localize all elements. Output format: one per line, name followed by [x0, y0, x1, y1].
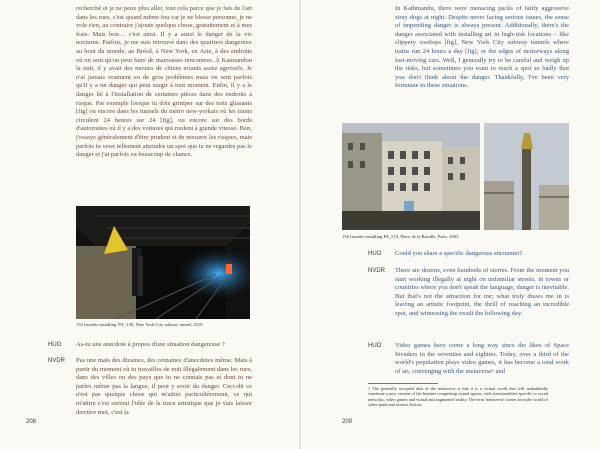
- right-question2-speaker: HUO: [368, 343, 382, 349]
- left-answer-speaker: NVDR: [48, 358, 66, 364]
- right-photo-caption: 156 Invader installing PA_510, Place de la Bastille, Paris, 2003: [342, 234, 459, 239]
- left-question-speaker: HUO: [48, 342, 62, 348]
- footnote: 1 The generally accepted idea of the metaverse is that it is a virtual world that will undoubtedly constitute a new version of the Internet comprising virtual spaces, with functionalities specific to social networks, video games and virtual and augmented reality. The term 'metaverse' comes from the world of cyber-punk and science fiction.: [368, 386, 548, 408]
- paris-building-photo: [342, 123, 480, 230]
- right-question: Could you share a specific dangerous encounter?: [395, 250, 523, 257]
- bastille-column-photo: [484, 123, 569, 230]
- right-page-number: 209: [342, 419, 353, 425]
- left-photo-caption: 155 Invader installing NY_139, New York City subway tunnel, 2018: [76, 322, 203, 327]
- left-page-number: 208: [26, 419, 37, 425]
- left-answer: Pas une mais des dizaines, des centaines d'anecdotes même. Mais à partir du moment où tu travailles de nuit illégalement dans les rues, dans des villes ou des pays que tu ne connais pas et dont tu ne parles même pas la langue, il peut y avoir du danger. Ceci-dit ce n'est pas quelque chose qui m'attire particulièrement, ce qui m'attire c'est surtout l'idée de la trace artistique que je vais laisser derrière moi, c'est la: [76, 357, 252, 416]
- right-question-speaker: HUO: [368, 251, 382, 257]
- footnote-rule: [368, 383, 438, 384]
- right-answer-speaker: NVDR: [368, 268, 386, 274]
- subway-tunnel-photo: [76, 206, 250, 319]
- left-top-paragraph: recherché et je ne peux plus aller, tout cela parce que je fais de l'art dans les rues, c'est quand même fou car je ne blesse personne, je ne vole rien, au contraire j'ajoute quelque chose, gratuitement et à mes frais. Mais bon… c'est ainsi. Il y a aussi le danger de la vie nocturne. Parfois, je me suis retrouvé dans des quartiers dangereux au bout du monde, au Brésil, à New York, en Asie, à des endroits où on sent qu'on peut faire de mauvaises rencontres. À Katmandou la nuit, il y avait des meutes de chiens errants assez agressifs. Je n'ai jamais vraiment eu de gros problèmes mais on sent parfois qu'il y a un danger qui peut surgir à tout moment. Enfin, il y a le danger lié à l'installation de certaines pièces dans des endroits à risque. Par exemple lorsque tu dois grimper sur des toits glissants [fig] ou encore dans les tunnels du métro new-yorkais où les trains circulent 24 heures sur 24 [fig], ou encore sur des bords d'autoroutes où il y a des voitures qui roulent à grande vitesse. Bon, j'essaye généralement d'être prudent et de mesurer les risques, mais parfois tu veux tellement atteindre un spot que tu ne regardes pas le danger et j'ai parfois eu beaucoup de chance.: [76, 5, 252, 159]
- right-top-paragraph: In Kathmandu, there were menacing packs of fairly aggressive stray dogs at night. Despite never facing serious issues, the sense of impending danger is always present. Additionally, there's the danger associated with installing art in high-risk locations – like slippery rooftops [fig], New York City subway tunnels where trains run 24 hours a day [fig], or the edges of motorways along fast-moving cars. Well, I generally try to be careful and weigh up the risks, but sometimes you want to reach a spot so badly that you don't think about the danger. Thankfully, I've been very fortunate in these situations.: [395, 5, 569, 90]
- right-question2: Video games have come a long way since the likes of Space Invaders in the seventies and eighties. Today, over a third of the world's population plays video games, it has become a total work of art, converging with the metaverse¹ and: [395, 342, 569, 375]
- left-question: As-tu une anecdote à propos d'une situation dangereuse ?: [76, 341, 225, 348]
- right-answer: There are dozens, even hundreds of stories. From the moment you start working illegally at night on unfamiliar streets, in towns or countries where you don't speak the language, danger is inevitable. But that's not the attraction for me; what truly draws me in is leaving an artistic footprint, the thrill of reaching an incredible spot, and witnessing the result the following day.: [395, 267, 569, 317]
